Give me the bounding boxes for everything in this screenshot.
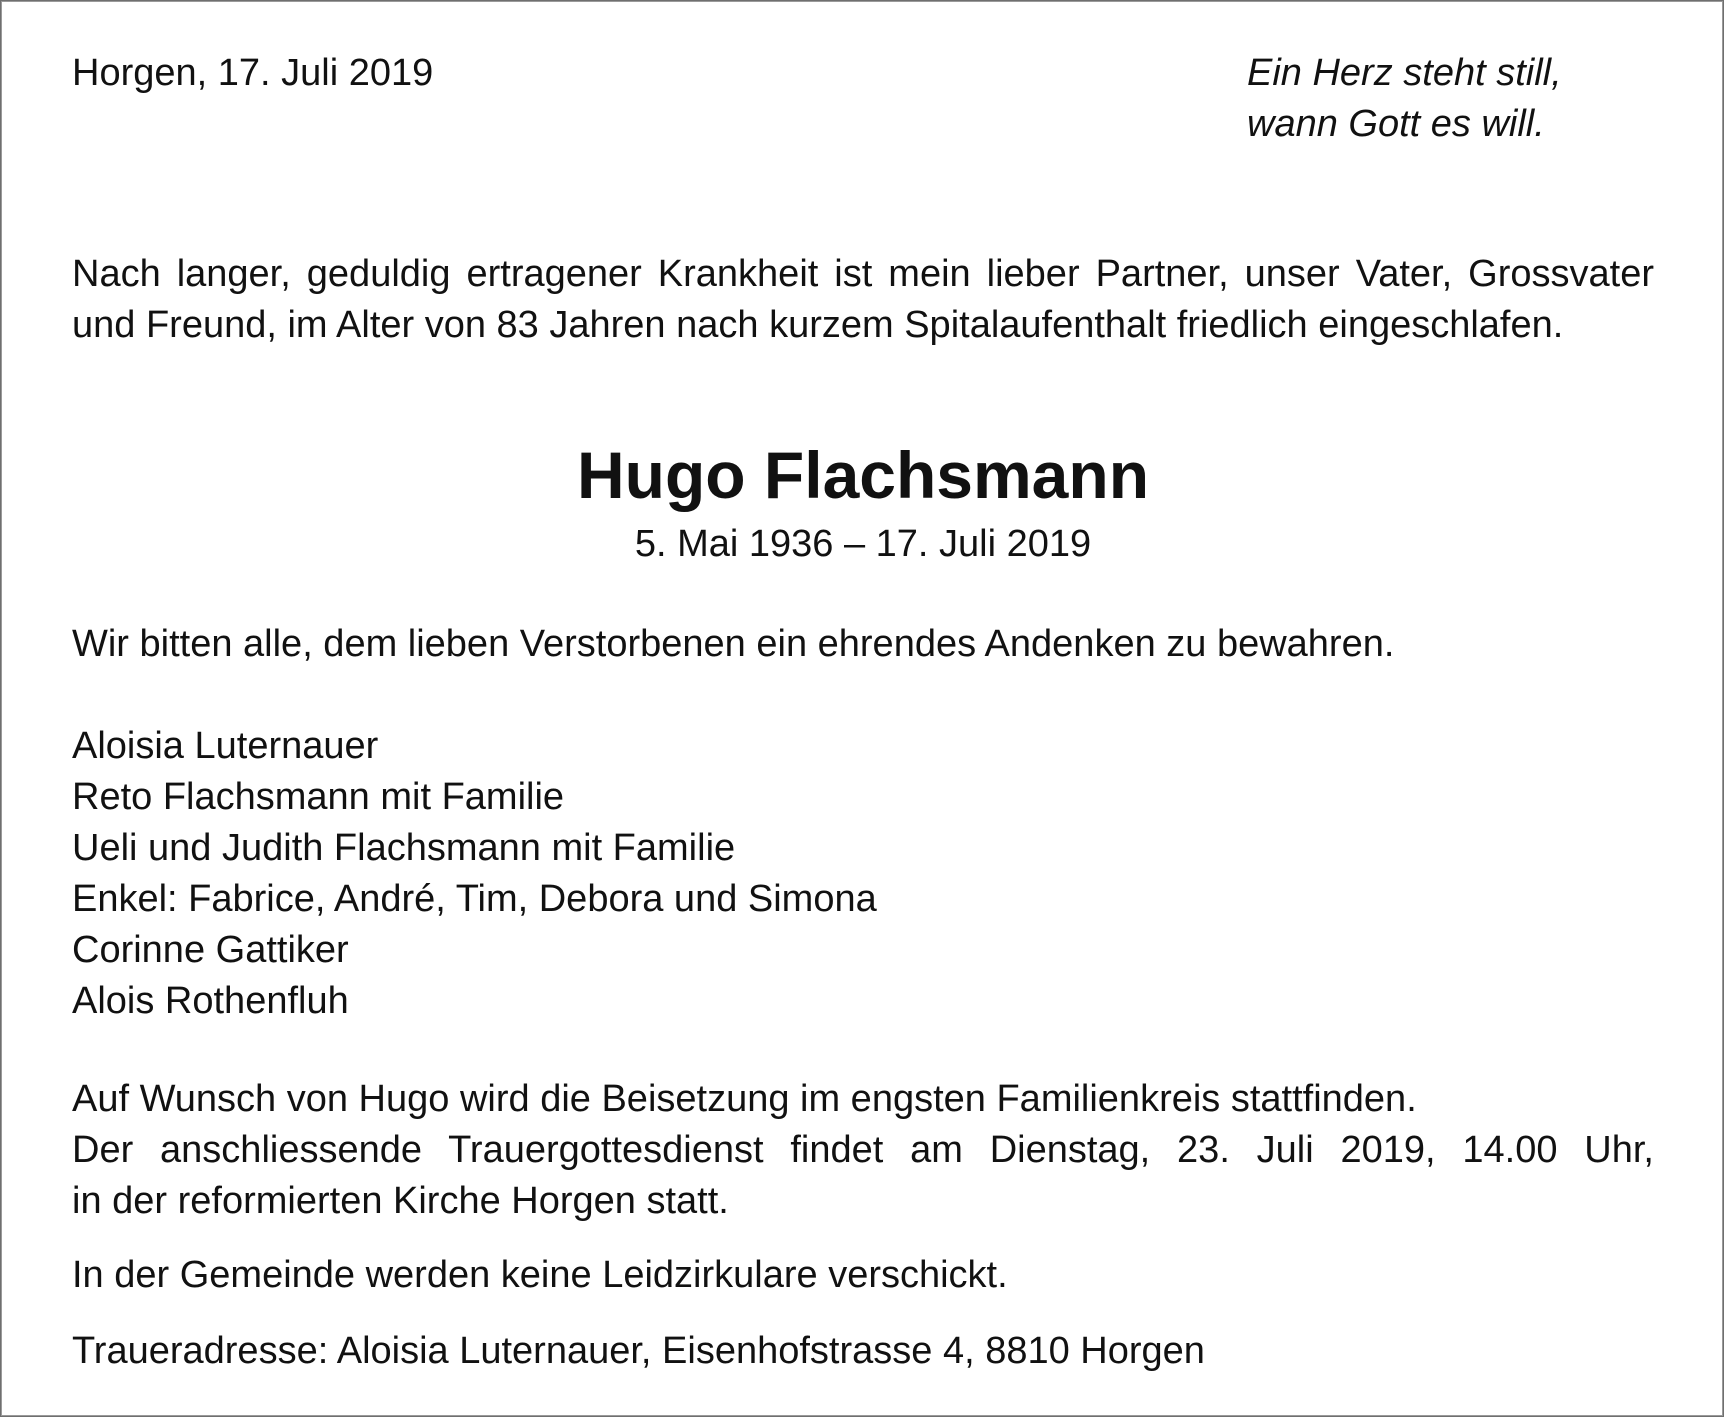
remembrance-request: Wir bitten alle, dem lieben Verstorbenen ein ehrendes Andenken zu bewahren. [72,623,1395,665]
mourner: Corinne Gattiker [72,929,349,971]
motto [1247,48,1562,150]
mourning-address: Traueradresse: Aloisia Luternauer, Eisenhofstrasse 4, 8810 Horgen [72,1330,1205,1372]
mourner: Aloisia Luternauer [72,725,379,767]
mourner: Ueli und Judith Flachsmann mit Familie [72,827,736,869]
place-date: Horgen, 17. Juli 2019 [72,52,434,94]
mourner: Alois Rothenfluh [72,980,349,1022]
intro-paragraph: Nach langer, geduldig ertragener Krankheit ist mein lieber Partner, unser Vater, Grossvater und Freund, im Alter von 83 Jahren nach kurzem Spitalaufenthalt friedlich eingeschlafen. [72,253,1654,346]
lifespan: 5. Mai 1936 – 17. Juli 2019 [634,523,1092,565]
funeral-info [72,1074,1654,1227]
motto-line-1: Ein Herz steht still, [1247,52,1562,94]
motto-line-2: wann Gott es will. [1247,103,1545,145]
mourners-list [72,721,877,1027]
funeral-line-3: in der reformierten Kirche Horgen statt. [72,1180,729,1222]
no-circulars-note: In der Gemeinde werden keine Leidzirkulare verschickt. [72,1254,1008,1296]
funeral-line-1: Auf Wunsch von Hugo wird die Beisetzung im engsten Familienkreis stattfinden. [72,1078,1417,1120]
deceased-name: Hugo Flachsmann [576,438,1150,512]
mourner: Enkel: Fabrice, André, Tim, Debora und Simona [72,878,877,920]
mourner: Reto Flachsmann mit Familie [72,776,565,818]
funeral-line-2: Der anschliessende Trauergottesdienst findet am Dienstag, 23. Juli 2019, 14.00 Uhr, [72,1129,1654,1171]
